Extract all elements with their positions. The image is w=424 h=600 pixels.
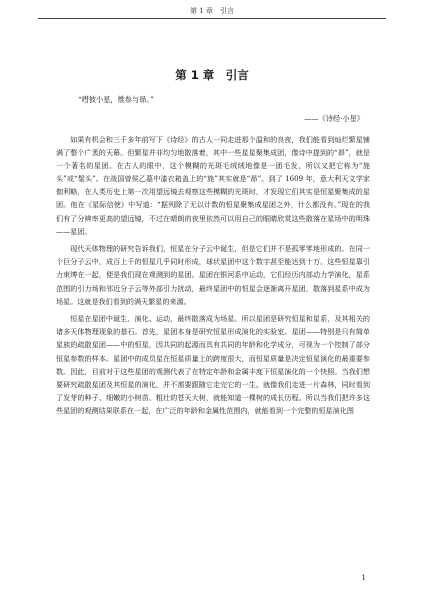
header-rule	[38, 18, 386, 19]
paragraph: 现代天体物理的研究告诉我们，恒星在分子云中诞生，但是它们并不是孤零零地形成的。在同一个巨分子云中，成百上千的恒星几乎同时形成，球状星团中这个数字甚至能达到十万。这些恒星靠引力束缚在一起，便是我们现在观测到的星团。星团在银河系中运动，它们经历内部动力学演化，星系范围的引力场和邻近分子云等外部引力扰动，最终星团中的恒星会逐渐离开星团，散落到星系中成为场星。这就是我们看到的满天繁星的来源。	[56, 244, 370, 306]
epigraph-quote: “嘒彼小星，维参与昴。”	[78, 95, 154, 104]
running-head: 第 1 章 引言	[190, 7, 234, 15]
body-text	[56, 133, 370, 417]
epigraph-source: ——《诗经·小星》	[304, 114, 364, 123]
page-number: 1	[361, 574, 366, 582]
chapter-title: 第 1 章 引言	[175, 68, 249, 82]
paragraph: 恒星在星团中诞生、演化、运动，最终散落成为场星。所以星团是研究恒星和星系，及其相关的诸多天体物理现象的基石。首先，星团本身是研究恒星形成演化的实验室。星团——特别是只有简单星族的疏散星团——中的恒星，因共同的起源而具有共同的年龄和化学成分，可视为一个控制了部分恒星参数的样本。星团中的成员星在恒星质量上的跨度很大，而恒星质量是决定恒星演化的最重要参数。因此，目前对于这些星团的观测代表了在特定年龄和金属丰度下恒星演化的一个快照。当我们想要研究疏散星团及其恒星的演化，并不需要跟随它走完它的一生。就像我们走进一片森林，同时看到了发芽的种子、细嫩的小树苗、粗壮的苍天大树，就能知道一棵树的成长历程。所以当我们把许多这些星团的观测结果联系在一起，在广泛的年龄和金属性范围内，就能看到一个完整的恒星演化图	[56, 314, 370, 415]
paragraph: 如果有机会和三千多年前写下《诗经》的古人一同走进那个温和的良夜，我们能看到灿烂繁星铺满了整个广袤的天幕。但繁星并非均匀地散落着，其中一些星星聚集成团，像诗中提到的“昴”，就是一个著名的星团。在古人的眼中，这个模糊的光斑毛绒绒地像是一团毛发，所以又把它称为“旄头”或“髦头”。在战国曾侯乙墓中漆衣箱盖上的“旄”其实就是“昴”。到了 1609 年，意大利天文学家伽利略，在人类历史上第一次用望远镜去观察这些模糊的光斑时，才发现它们其实是恒星聚集成的星团。他在《星际信使》中写道：“据列除了无以计数的恒星聚集成星团之外，什么都没有。”现在的我们有了分辨率更高的望远镜，不过在晴朗的夜里依然可以用自己的眼睛欣赏这些散落在星场中的明珠——星团。	[56, 135, 370, 236]
